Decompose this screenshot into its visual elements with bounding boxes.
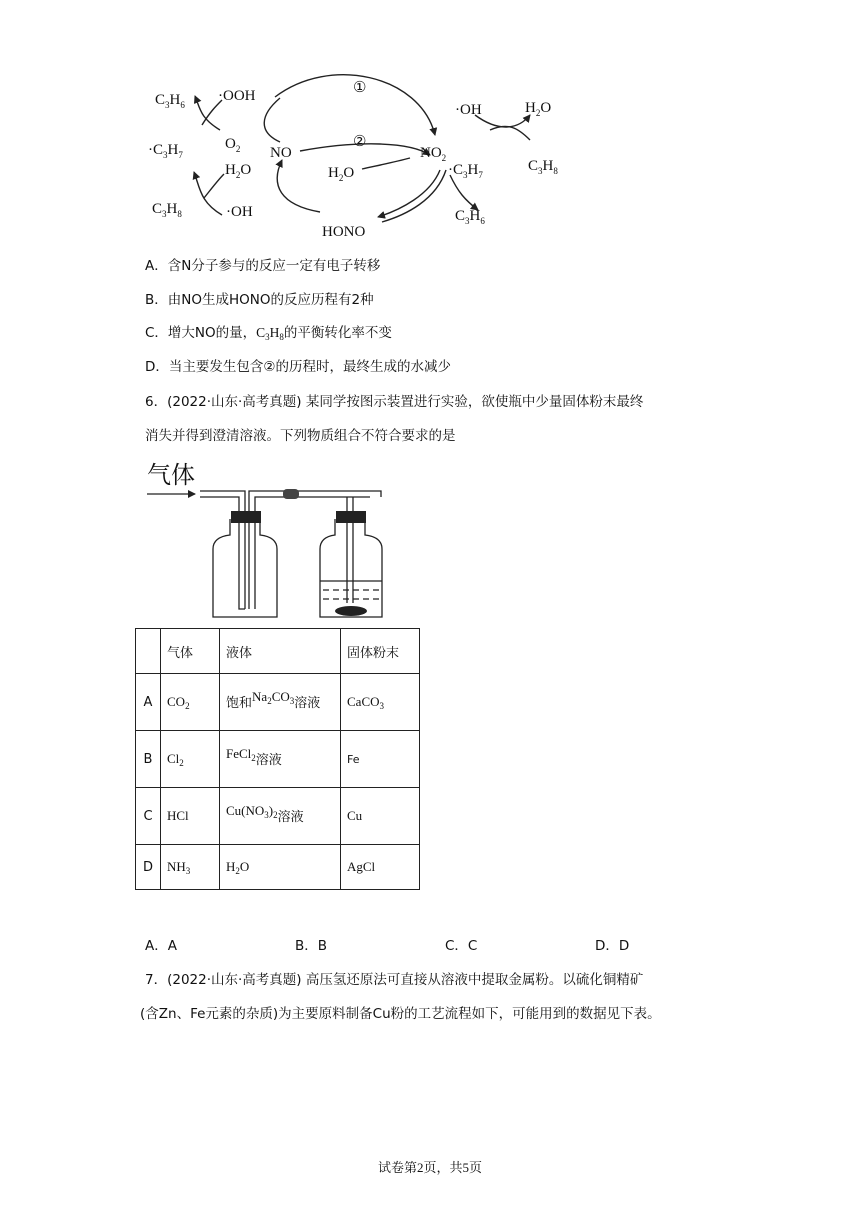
q6-choice-c: C．C <box>445 938 478 954</box>
arrow-hono-to-no <box>277 160 320 212</box>
q5-option-a: A．含N分子参与的反应一定有电子转移 <box>145 258 381 274</box>
species-c3h6-bottom: $C_3H_6$ <box>455 208 485 226</box>
species-h2o-mid: $H_2O$ <box>328 165 355 183</box>
table-header-cell: 液体 <box>220 629 341 674</box>
table-header-row <box>136 629 420 674</box>
solid-cell: AgCl <box>341 845 420 890</box>
page-footer: 试卷第2页，共5页 <box>377 1160 482 1175</box>
row-label: D <box>136 845 161 890</box>
table-row <box>136 845 420 890</box>
circle-1: ① <box>353 80 367 96</box>
liquid-cell: FeCl$_2$溶液 <box>220 731 341 788</box>
species-h2o-right: $H_2O$ <box>525 100 552 118</box>
arrow-left-bot2 <box>204 174 224 198</box>
table-row <box>136 788 420 845</box>
species-h2o-left: $H_2O$ <box>225 162 252 180</box>
arrow-ooh-circle-left <box>264 98 280 142</box>
solid-cell: CaCO$_3$ <box>341 674 420 731</box>
q7-line2: (含Zn、Fe元素的杂质)为主要原料制备Cu粉的工艺流程如下，可能用到的数据见下表。 <box>140 1006 661 1022</box>
table-header-cell: 固体粉末 <box>341 629 420 674</box>
species-c3h7-right: $\cdot C_3H_7$ <box>448 162 483 180</box>
species-o2: $O_2$ <box>225 136 241 154</box>
solid-cell: Fe <box>341 731 420 788</box>
row-label: A <box>136 674 161 731</box>
species-oh-right: ·OH <box>455 102 482 118</box>
species-c3h8-right: $C_3H_8$ <box>528 158 558 176</box>
solid-cell: Cu <box>341 788 420 845</box>
arrow-left-top <box>195 96 220 130</box>
q5-option-d: D．当主要发生包含②的历程时，最终生成的水减少 <box>145 359 451 375</box>
arrow-no2-hono <box>378 170 440 217</box>
species-c3h8-left: $C_3H_8$ <box>152 201 182 219</box>
q6-choice-a: A．A <box>145 938 177 954</box>
q6-table <box>135 628 420 890</box>
q6-choice-b: B．B <box>295 938 328 954</box>
row-label: B <box>136 731 161 788</box>
species-oh-left: ·OH <box>226 204 253 220</box>
liquid-cell: 饱和$Na_2CO_3$溶液 <box>220 674 341 731</box>
gas-cell: $CO_2$ <box>161 674 220 731</box>
arrow-right-top2 <box>490 126 530 140</box>
liquid-cell: $H_2O$ <box>220 845 341 890</box>
q6-stem-line1: 6．(2022·山东·高考真题) 某同学按图示装置进行实验，欲使瓶中少量固体粉末最终 <box>145 394 644 410</box>
q5-option-c: C．增大NO的量，$C_3H_8$的平衡转化率不变 <box>145 325 392 342</box>
species-hono: HONO <box>322 224 366 240</box>
liquid-cell: $Cu(NO_3)_2$溶液 <box>220 788 341 845</box>
circle-2: ② <box>353 134 367 150</box>
species-ooh: ·OOH <box>218 88 256 104</box>
arrow-h2o-mid <box>362 158 410 169</box>
apparatus-label: 气体 <box>147 461 195 489</box>
arrow-right-bot <box>450 175 478 210</box>
q7-line1: 7．(2022·山东·高考真题) 高压氢还原法可直接从溶液中提取金属粉。以硫化铜精矿 <box>145 972 644 988</box>
gas-apparatus <box>145 485 390 620</box>
table-row <box>136 731 420 788</box>
table-header-cell: 气体 <box>161 629 220 674</box>
gas-cell: HCl <box>161 788 220 845</box>
q5-option-b: B．由NO生成HONO的反应历程有2种 <box>145 292 374 308</box>
species-no: NO <box>270 145 292 161</box>
species-c3h6-top: $C_3H_6$ <box>155 92 185 110</box>
table-row <box>136 674 420 731</box>
q6-stem-line2: 消失并得到澄清溶液。下列物质组合不符合要求的是 <box>145 428 456 444</box>
gas-cell: $NH_3$ <box>161 845 220 890</box>
arrow-right-top <box>475 115 530 127</box>
mechanism-diagram <box>130 70 590 245</box>
row-label: C <box>136 788 161 845</box>
q6-choice-d: D．D <box>595 938 630 954</box>
species-c3h7-left: $\cdot C_3H_7$ <box>148 142 183 160</box>
table-header-cell <box>136 629 161 674</box>
species-no2: $NO_2$ <box>420 145 447 163</box>
gas-cell: $Cl_2$ <box>161 731 220 788</box>
